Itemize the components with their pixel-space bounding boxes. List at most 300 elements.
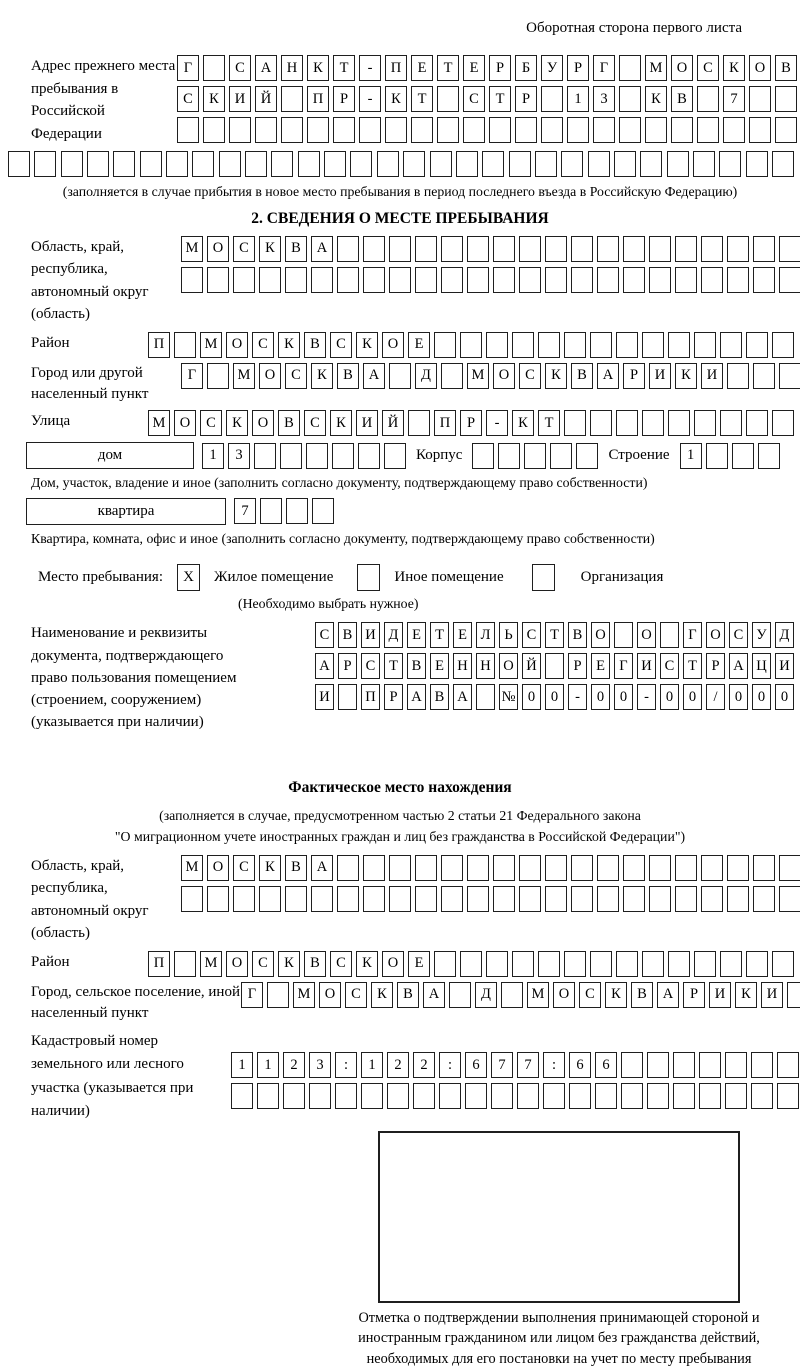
char-cell: Р [706,653,725,679]
char-cell: 1 [361,1052,383,1078]
char-cell: Т [538,410,560,436]
char-cell [363,886,385,912]
char-cell: : [543,1052,565,1078]
char-cell [649,267,671,293]
char-cell: 0 [591,684,610,710]
char-cell: И [361,622,380,648]
char-cell [177,117,199,143]
char-cell [460,332,482,358]
char-cell [411,117,433,143]
char-cell [779,267,800,293]
char-cell [753,363,775,389]
char-cell: Е [591,653,610,679]
char-cell [569,1083,591,1109]
char-cell: С [315,622,334,648]
char-cell [219,151,241,177]
label-stroenie: Строение [608,447,670,464]
label-document: Наименование и реквизиты документа, подтверждающего право пользования помещением (строением, сооружением) (указывается при наличии) [31,625,237,731]
char-cell [697,86,719,112]
char-cell [259,267,281,293]
char-cell [415,886,437,912]
char-cell: А [423,982,445,1008]
char-cell [306,443,328,469]
label-city: Город или другой населенный пункт [31,364,149,403]
char-cell [281,86,303,112]
char-cell [746,332,768,358]
char-cell [311,267,333,293]
char-cell: К [605,982,627,1008]
char-cell [753,267,775,293]
char-cell: О [499,653,518,679]
char-cell: С [330,332,352,358]
checkbox-zhiloe: X [177,564,200,591]
char-row [231,1083,799,1109]
char-cell [509,151,531,177]
char-cell [779,886,800,912]
char-cell [389,363,411,389]
house-note: Дом, участок, владение и иное (заполнить согласно документу, подтверждающему право собственности) [31,475,648,491]
char-cell [501,982,523,1008]
char-cell: К [356,332,378,358]
char-cell: К [278,332,300,358]
char-cell: М [200,332,222,358]
char-cell [389,267,411,293]
char-cell [337,267,359,293]
char-cell: П [434,410,456,436]
char-cell [597,855,619,881]
char-cell [441,886,463,912]
char-cell [476,684,495,710]
char-cell [363,855,385,881]
char-cell [231,1083,253,1109]
char-cell: П [148,951,170,977]
label-region: Область, край, республика, автономный округ (область) [31,238,149,323]
char-cell [779,363,800,389]
char-cell [545,653,564,679]
char-cell [359,117,381,143]
char-cell [564,332,586,358]
char-cell [564,410,586,436]
char-cell [472,443,494,469]
char-cell [491,1083,513,1109]
char-cell: Р [568,653,587,679]
char-cell: В [285,855,307,881]
char-cell [413,1083,435,1109]
char-cell: К [311,363,333,389]
char-cell: С [200,410,222,436]
char-cell: / [706,684,725,710]
char-cell: Г [683,622,702,648]
char-cell: 1 [567,86,589,112]
char-cell [541,86,563,112]
section2-title: 2. СВЕДЕНИЯ О МЕСТЕ ПРЕБЫВАНИЯ [251,209,549,227]
char-cell [590,332,612,358]
char-cell: 2 [413,1052,435,1078]
char-cell [181,886,203,912]
field-actual-district [0,951,800,977]
char-row [680,443,780,469]
char-cell: № [499,684,518,710]
char-cell [723,117,745,143]
char-row [148,410,794,436]
char-cell: И [775,653,794,679]
char-cell [772,951,794,977]
char-cell: О [553,982,575,1008]
char-cell: М [181,236,203,262]
char-cell [668,951,690,977]
char-cell: С [729,622,748,648]
char-cell: Р [338,653,357,679]
label-actual-district: Район [31,953,70,970]
char-cell: Н [453,653,472,679]
char-cell: Р [515,86,537,112]
char-cell: Е [407,622,426,648]
char-cell [437,117,459,143]
char-cell [697,117,719,143]
char-cell [538,332,560,358]
char-cell: О [591,622,610,648]
char-cell: В [304,332,326,358]
char-cell [772,151,794,177]
char-cell [34,151,56,177]
char-cell: 0 [614,684,633,710]
char-cell [727,236,749,262]
char-cell [515,117,537,143]
char-cell: О [382,951,404,977]
char-cell [512,332,534,358]
char-cell [567,117,589,143]
char-cell: У [752,622,771,648]
char-cell: О [319,982,341,1008]
char-cell [619,117,641,143]
char-cell: С [304,410,326,436]
char-cell: П [148,332,170,358]
char-cell: Т [683,653,702,679]
char-cell [699,1083,721,1109]
char-cell: И [649,363,671,389]
char-cell: Т [384,653,403,679]
char-cell: М [181,855,203,881]
char-cell: О [207,855,229,881]
char-cell: М [527,982,549,1008]
char-row [177,117,797,143]
char-cell: 1 [680,443,702,469]
char-cell: С [519,363,541,389]
char-cell [245,151,267,177]
char-cell: И [709,982,731,1008]
char-cell: О [174,410,196,436]
char-cell: Т [411,86,433,112]
char-cell: М [467,363,489,389]
char-cell: 7 [491,1052,513,1078]
char-cell: К [371,982,393,1008]
char-cell: 0 [775,684,794,710]
char-cell [775,86,797,112]
char-cell: В [568,622,587,648]
char-cell [434,332,456,358]
char-row [148,951,794,977]
char-cell: 1 [202,443,224,469]
char-cell: 0 [752,684,771,710]
char-row [472,443,598,469]
char-cell [675,855,697,881]
char-cell [441,855,463,881]
char-cell: - [486,410,508,436]
char-cell [616,410,638,436]
char-cell [675,236,697,262]
char-cell: Ь [499,622,518,648]
char-cell [415,267,437,293]
char-cell: 7 [517,1052,539,1078]
char-cell: А [729,653,748,679]
char-cell: А [315,653,334,679]
label-prev-address: Адрес прежнего места пребывания в Российской Федерации [31,58,176,142]
char-cell [727,363,749,389]
char-cell: Е [463,55,485,81]
char-cell [489,117,511,143]
char-cell [623,267,645,293]
char-cell: Й [522,653,541,679]
char-cell [706,443,728,469]
label-street: Улица [31,413,71,430]
prev-address-cells [177,55,797,143]
char-cell [363,267,385,293]
char-cell [493,236,515,262]
char-cell [255,117,277,143]
char-cell: В [337,363,359,389]
char-cell: Г [593,55,615,81]
apartment-note: Квартира, комната, офис и иное (заполнить согласно документу, подтверждающему право собственности) [31,530,655,546]
char-cell [203,55,225,81]
char-cell [298,151,320,177]
char-cell: 2 [283,1052,305,1078]
char-cell: П [307,86,329,112]
actual-location-note2: "О миграционном учете иностранных граждан и лиц без гражданства в Российской Федерации") [114,828,686,844]
char-cell [746,410,768,436]
char-cell [207,267,229,293]
char-cell: П [361,684,380,710]
char-cell [701,236,723,262]
char-cell: С [522,622,541,648]
char-cell [271,151,293,177]
char-cell [408,410,430,436]
char-row [315,684,794,710]
char-cell: 1 [257,1052,279,1078]
char-row [181,363,800,389]
char-cell: Т [333,55,355,81]
char-row [241,982,800,1008]
char-cell [623,855,645,881]
char-cell [561,151,583,177]
char-cell: О [671,55,693,81]
char-cell [387,1083,409,1109]
char-cell: А [255,55,277,81]
char-cell: У [541,55,563,81]
char-cell: К [675,363,697,389]
char-cell: Р [489,55,511,81]
char-cell [285,267,307,293]
char-cell: - [637,684,656,710]
char-cell: П [385,55,407,81]
char-cell: А [407,684,426,710]
char-cell: Р [683,982,705,1008]
label-stay-type: Место пребывания: [38,569,163,586]
char-cell: С [330,951,352,977]
char-cell: А [597,363,619,389]
char-cell [746,951,768,977]
char-cell: О [382,332,404,358]
char-cell: О [493,363,515,389]
actual-region-cells [181,855,800,912]
char-cell [571,236,593,262]
char-cell [758,443,780,469]
char-cell [749,117,771,143]
char-cell [649,236,671,262]
char-cell: Е [430,653,449,679]
char-cell [87,151,109,177]
char-cell [614,151,636,177]
char-cell [616,951,638,977]
char-cell [647,1083,669,1109]
char-row [234,498,334,524]
char-cell: 0 [545,684,564,710]
stamp-box [378,1131,740,1303]
char-cell: Е [408,332,430,358]
field-cadastre [0,1030,800,1123]
char-cell [358,443,380,469]
char-cell [720,332,742,358]
char-cell [753,886,775,912]
char-cell: Р [333,86,355,112]
char-cell: : [335,1052,357,1078]
char-cell [642,332,664,358]
char-cell: Р [460,410,482,436]
stamp-note: Отметка о подтверждении выполнения принимающей стороной и иностранным гражданином или лицом без гражданства действий, необходимых для его постановки на учет по месту пребывания [358,1310,760,1367]
char-row [181,236,800,262]
char-cell [482,151,504,177]
char-cell [590,951,612,977]
char-cell [649,855,671,881]
char-cell [545,886,567,912]
char-cell [174,951,196,977]
char-row [181,886,800,912]
char-cell [673,1052,695,1078]
choose-note: (Необходимо выбрать нужное) [238,596,419,612]
char-cell [467,267,489,293]
field-region [0,236,800,326]
char-cell [332,443,354,469]
char-cell [449,982,471,1008]
char-cell [779,855,800,881]
char-cell: С [233,236,255,262]
char-cell [571,886,593,912]
char-cell [140,151,162,177]
char-cell [415,236,437,262]
char-cell [207,886,229,912]
char-cell [260,498,282,524]
char-cell [350,151,372,177]
char-cell [571,267,593,293]
char-row [315,653,794,679]
char-cell [493,267,515,293]
char-cell [727,886,749,912]
char-cell [441,363,463,389]
char-cell: - [568,684,587,710]
char-cell: К [278,951,300,977]
char-cell: 0 [522,684,541,710]
char-cell: С [660,653,679,679]
char-cell: К [385,86,407,112]
char-cell: 3 [593,86,615,112]
char-cell [701,886,723,912]
char-cell: Н [476,653,495,679]
char-row [202,443,406,469]
char-cell [389,886,411,912]
char-cell [647,1052,669,1078]
field-stay-type [0,564,800,591]
char-cell: Г [241,982,263,1008]
house-box: дом [26,442,194,469]
char-cell [564,951,586,977]
char-cell [493,855,515,881]
cadastre-cells [231,1052,799,1109]
char-cell [281,117,303,143]
checkbox-organizaciya [532,564,555,591]
field-document [0,622,800,733]
char-cell [512,951,534,977]
stamp-area [340,1131,778,1369]
char-cell: 6 [595,1052,617,1078]
actual-location-note1: (заполняется в случае, предусмотренном частью 2 статьи 21 Федерального закона [159,808,641,824]
char-cell [701,267,723,293]
char-cell [642,951,664,977]
char-cell: С [697,55,719,81]
char-cell [732,443,754,469]
char-cell [545,267,567,293]
char-cell: В [571,363,593,389]
char-cell [699,1052,721,1078]
char-row [177,55,797,81]
char-cell [597,886,619,912]
char-cell [640,151,662,177]
char-row [315,622,794,648]
char-cell: М [200,951,222,977]
char-cell [174,332,196,358]
char-cell: М [233,363,255,389]
char-cell: С [345,982,367,1008]
char-cell [660,622,679,648]
char-cell [361,1083,383,1109]
char-cell: 0 [729,684,748,710]
char-cell: И [315,684,334,710]
char-cell: К [512,410,534,436]
char-cell [286,498,308,524]
char-cell: Е [411,55,433,81]
field-house [0,442,800,469]
char-cell [8,151,30,177]
char-cell: Р [623,363,645,389]
char-cell [465,1083,487,1109]
char-cell [671,117,693,143]
char-cell [207,363,229,389]
char-cell [389,855,411,881]
char-cell: К [723,55,745,81]
char-cell [338,684,357,710]
char-cell: В [631,982,653,1008]
char-cell: И [701,363,723,389]
char-cell [363,236,385,262]
char-cell [642,410,664,436]
